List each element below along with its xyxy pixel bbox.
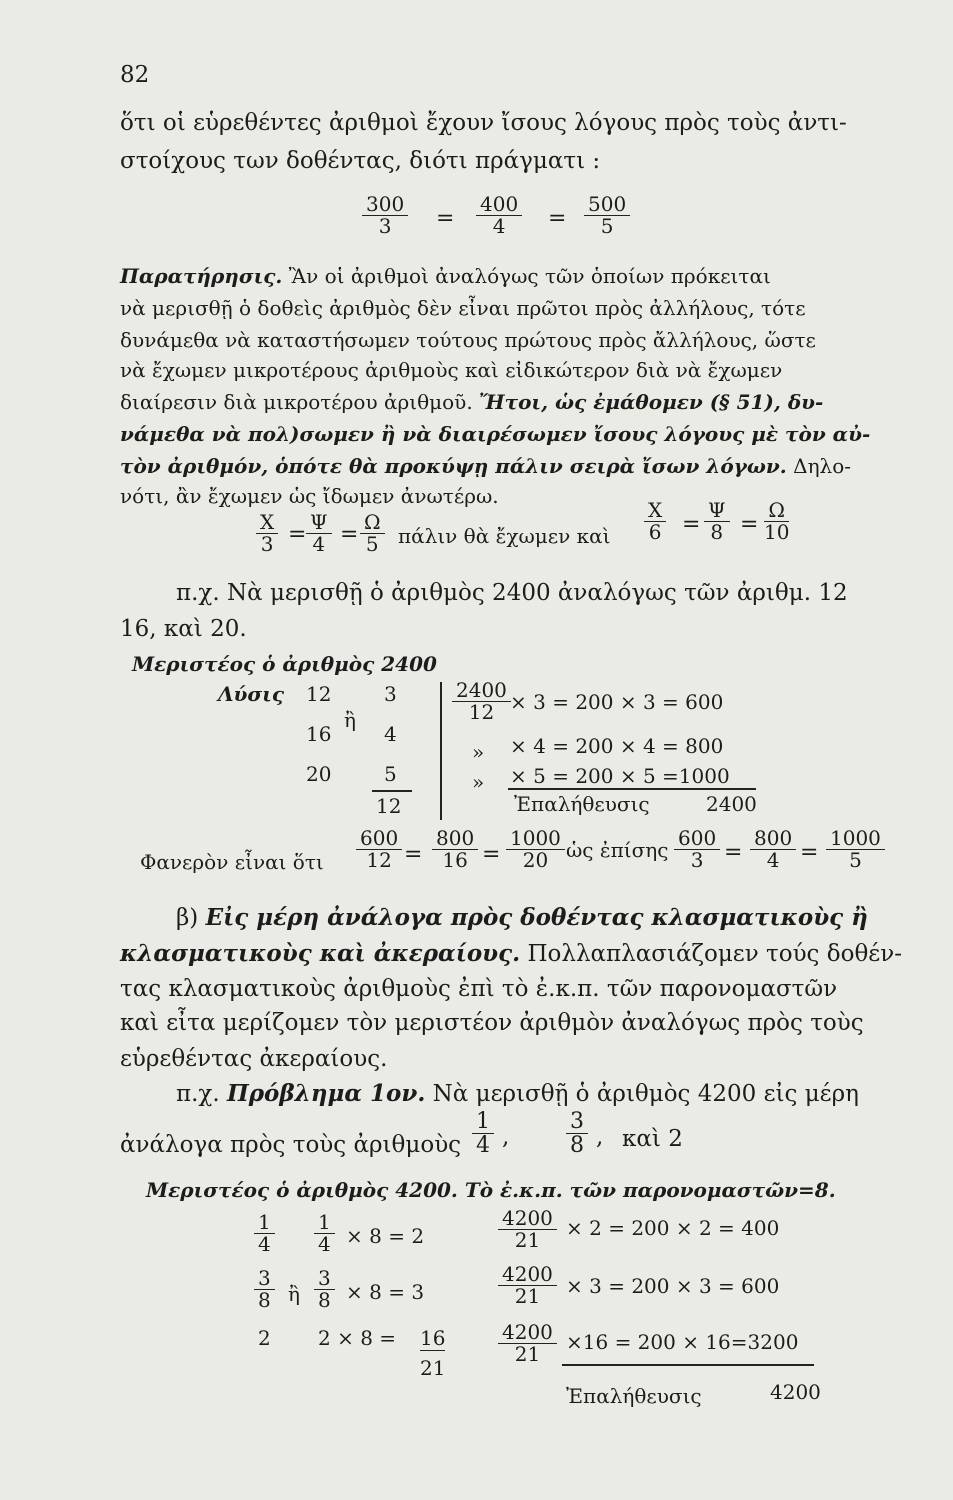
fraction-omega-5: Ω 5	[360, 512, 385, 555]
fraction-1-4: 1 4	[254, 1212, 275, 1255]
remark-line1: Παρατήρησις. Ἂν οἱ ἀριθμοὶ ἀναλόγως τῶν ὁποίων πρόκειται	[120, 264, 771, 288]
verify-value: 2400	[706, 792, 757, 816]
section-b-line4: καὶ εἶτα μερίζομεν τὸν μεριστέον ἀριθμὸν ἀναλόγως πρὸς τοὺς	[120, 1010, 864, 1036]
comma: ,	[502, 1124, 510, 1150]
fraction-x-6: Χ 6	[644, 500, 666, 543]
row3-value: 16	[420, 1326, 446, 1350]
equals-sign: =	[548, 206, 567, 231]
para1-line1: ὅτι οἱ εὑρεθέντες ἀριθμοὶ ἔχουν ἴσους λόγους πρὸς τοὺς ἀντι-	[120, 110, 847, 136]
fraction-psi-8: Ψ 8	[704, 500, 730, 543]
fraction-4200-21: 4200 21	[498, 1208, 557, 1251]
col2-value: 4	[384, 722, 397, 746]
eq3-prefix: Φανερὸν εἶναι ὅτι	[140, 850, 324, 874]
fraction-1000-5: 1000 5	[826, 828, 885, 871]
remark-line3: δυνάμεθα νὰ καταστήσωμεν τούτους πρώτους πρὸς ἄλλήλους, ὥστε	[120, 328, 816, 352]
problem1-line1: π.χ. Πρόβλημα 1ον. Νὰ μερισθῇ ὁ ἀριθμὸς 4200 εἰς μέρη	[176, 1080, 859, 1107]
remark-line4: νὰ ἔχωμεν μικροτέρους ἀριθμοὺς καὶ εἰδικώτερον διὰ νὰ ἔχωμεν	[120, 358, 783, 382]
para1-line2: στοίχους των δοθέντας, διότι πράγματι :	[120, 148, 601, 174]
fraction-1-4: 1 4	[314, 1212, 335, 1255]
times-row-2: × 8 = 3	[346, 1280, 425, 1304]
eq2-middle-text: πάλιν θὰ ἔχωμεν καὶ	[398, 524, 611, 548]
result-row-2: × 4 = 200 × 4 = 800	[510, 734, 724, 758]
fraction-400-4: 400 4	[476, 194, 522, 237]
fraction-3-8: 3 8	[314, 1268, 335, 1311]
example1-line2: 16, καὶ 20.	[120, 616, 247, 642]
result-row-1: × 3 = 200 × 3 = 600	[510, 690, 724, 714]
eta-word: ἢ	[288, 1282, 300, 1306]
equals-sign: =	[436, 206, 455, 231]
row3-sum: 21	[420, 1356, 446, 1380]
sum-rule	[508, 788, 756, 790]
example1-dividend-label: Μεριστέος ὁ ἀριθμὸς 2400	[132, 652, 437, 676]
result-row-3: ×16 = 200 × 16=3200	[566, 1330, 799, 1354]
eq3-middle-text: ὡς ἐπίσης	[566, 838, 669, 862]
fraction-1-4: 1 4	[472, 1110, 494, 1157]
fraction-x-3: Χ 3	[256, 512, 278, 555]
row3-b: 2 × 8 =	[318, 1326, 397, 1350]
fraction-4200-21: 4200 21	[498, 1322, 557, 1365]
fraction-600-3: 600 3	[674, 828, 720, 871]
example1-line1: π.χ. Νὰ μερισθῇ ὁ ἀριθμὸς 2400 ἀναλόγως τῶν ἀριθμ. 12	[176, 580, 848, 606]
fraction-omega-10: Ω 10	[764, 498, 790, 544]
row3-a: 2	[258, 1326, 271, 1350]
col1-value: 16	[306, 722, 332, 746]
verify-label: Ἐπαλήθευσις	[514, 792, 650, 816]
col1-value: 20	[306, 762, 332, 786]
section-b-line3: τας κλασματικοὺς ἀριθμοὺς ἐπὶ τὸ ἐ.κ.π. τῶν παρονομαστῶν	[120, 976, 838, 1002]
fraction-600-12: 600 12	[356, 828, 402, 871]
fraction-500-5: 500 5	[584, 194, 630, 237]
col2-value: 5	[384, 762, 397, 786]
eta-word: ἢ	[344, 708, 356, 732]
ditto-mark: »	[472, 770, 485, 794]
sum-rule	[372, 790, 412, 792]
section-b-line1: β) Εἰς μέρη ἀνάλογα πρὸς δοθέντας κλασματικοὺς ἢ	[176, 904, 868, 931]
equals-sign: =	[740, 512, 759, 537]
fraction-800-4: 800 4	[750, 828, 796, 871]
fraction-4200-21: 4200 21	[498, 1264, 557, 1307]
vertical-divider	[440, 682, 442, 820]
equals-sign: =	[340, 522, 359, 547]
section-b-line2: κλασματικοὺς καὶ ἀκεραίους. Πολλαπλασιάζομεν τούς δοθέν-	[120, 940, 902, 967]
remark-line8: νότι, ἂν ἔχωμεν ὡς ἴδωμεν ἀνωτέρω.	[120, 484, 499, 508]
problem1-dividend-label: Μεριστέος ὁ ἀριθμὸς 4200. Τὸ ἐ.κ.π. τῶν παρονομαστῶν=8.	[146, 1178, 836, 1202]
remark-line5: διαίρεσιν διὰ μικροτέρου ἀριθμοῦ. Ἤτοι, ὡς ἐμάθομεν (§ 51), δυ-	[120, 390, 824, 414]
problem1-line2: ἀνάλογα πρὸς τοὺς ἀριθμοὺς	[120, 1132, 462, 1158]
result-row-2: × 3 = 200 × 3 = 600	[566, 1274, 780, 1298]
remark-line2: νὰ μερισθῇ ὁ δοθεὶς ἀριθμὸς δὲν εἶναι πρῶτοι πρὸς ἀλλήλους, τότε	[120, 296, 806, 320]
comma: ,	[596, 1124, 604, 1150]
equals-sign: =	[724, 840, 743, 865]
result-row-3: × 5 = 200 × 5 =1000	[510, 764, 730, 788]
fraction-3-8: 3 8	[566, 1110, 588, 1157]
solution-label: Λύσις	[218, 682, 284, 706]
col1-value: 12	[306, 682, 332, 706]
result-row-1: × 2 = 200 × 2 = 400	[566, 1216, 780, 1240]
fraction-800-16: 800 16	[432, 828, 478, 871]
equals-sign: =	[288, 522, 307, 547]
fraction-3-8: 3 8	[254, 1268, 275, 1311]
col2-sum: 12	[376, 794, 402, 818]
times-row-1: × 8 = 2	[346, 1224, 425, 1248]
ditto-mark: »	[472, 740, 485, 764]
remark-line7: τὸν ἀριθμόν, ὁπότε θὰ προκύψῃ πάλιν σειρὰ ἴσων λόγων. Δηλο-	[120, 454, 852, 478]
and-two: καὶ 2	[622, 1126, 683, 1152]
fraction-2400-12: 2400 12	[452, 680, 511, 723]
equals-sign: =	[800, 840, 819, 865]
fraction-psi-4: Ψ 4	[306, 512, 332, 555]
remark-line6: νάμεθα νὰ πολ)σωμεν ἢ νὰ διαιρέσωμεν ἴσους λόγους μὲ τὸν αὐ-	[120, 422, 871, 446]
fraction-1000-20: 1000 20	[506, 828, 565, 871]
col2-value: 3	[384, 682, 397, 706]
verify-label: Ἐπαλήθευσις	[566, 1384, 702, 1408]
fraction-300-3: 300 3	[362, 194, 408, 237]
page-number: 82	[120, 62, 150, 88]
equals-sign: =	[482, 842, 501, 867]
verify-value: 4200	[770, 1380, 821, 1404]
equals-sign: =	[404, 842, 423, 867]
equals-sign: =	[682, 512, 701, 537]
sum-rule	[562, 1364, 814, 1366]
section-b-line5: εὑρεθέντας ἀκεραίους.	[120, 1046, 388, 1072]
